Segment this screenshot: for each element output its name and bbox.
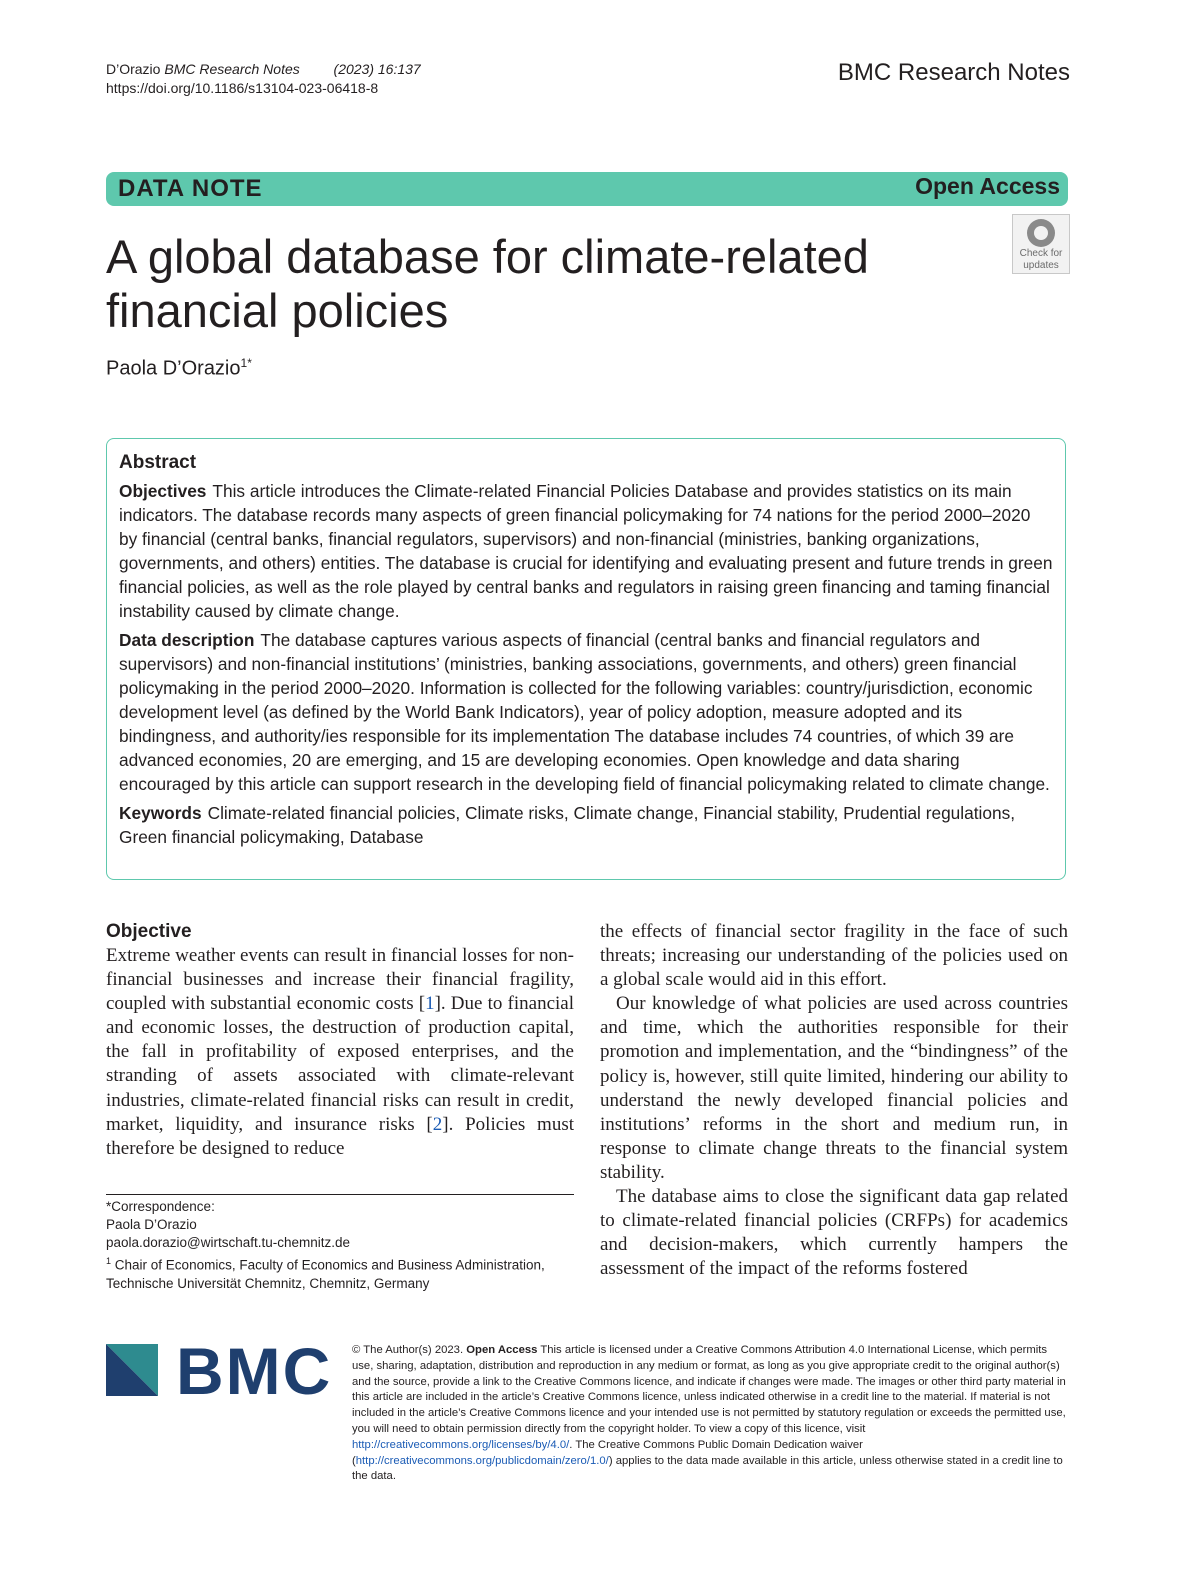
bmc-logo-text: BMC [176,1334,333,1408]
right-paragraph-2: Our knowledge of what policies are used across countries and time, which the authorities responsible for their promotion and implementation, and the “bindingness” of the policy is, however, still quite limited, hindering our ability to understand the newly developed financial policies and institutions’ reforms in the short and medium run, in response to climate change threats to the financial system stability. [600,993,1068,1183]
objective-paragraph [106,944,574,1161]
header-citation: (2023) 16:137 [333,61,421,77]
correspondence-email[interactable]: paola.dorazio@wirtschaft.tu-chemnitz.de [106,1235,351,1250]
objectives-text: This article introduces the Climate-related Financial Policies Database and provides statistics on its main indicators. The database records many aspects of green financial policymaking for 74 nations for the period 2000–2020 by financial (central banks, financial regulators, supervisors) and non-financial (ministries, banking organizations, governments, and others) entities. The database is crucial for identifying and evaluating present and future trends in green financial policies, as well as the role played by central banks and regulators in raising green financing and taming financial instability caused by climate change. [119,481,1053,621]
affiliation-line-2: Technische Universität Chemnitz, Chemnitz, Germany [106,1275,430,1291]
check-updates-line2: updates [1023,260,1059,271]
running-header [106,60,421,98]
header-doi-link[interactable]: https://doi.org/10.1186/s13104-023-06418-8 [106,80,379,96]
author-name: Paola D’Orazio [106,357,241,380]
abstract-heading: Abstract [119,452,197,473]
license-text-b: . The Creative Commons Public Domain Dedication waiver ( [352,1438,863,1467]
license-cc0-link[interactable]: http://creativecommons.org/publicdomain/zero/1.0/ [355,1454,609,1467]
abstract-objectives [119,479,1053,623]
check-updates-line1: Check for [1019,248,1063,259]
check-updates-icon [1027,219,1055,247]
article-type-label: DATA NOTE [118,175,263,202]
correspondence-name: Paola D’Orazio [106,1217,197,1232]
open-access-label: Open Access [915,173,1060,199]
license-text-c: ) applies to the data made available in this article, unless otherwise stated in a credit line to the data. [352,1454,1063,1483]
article-title [106,230,966,338]
body-right-column [600,920,1068,1281]
header-journal: BMC Research Notes [164,61,300,77]
license-statement [352,1343,1068,1485]
right-paragraph-1: the effects of financial sector fragility in the face of such threats; increasing our understanding of the policies used on a global scale would aid in this effort. [600,921,1068,991]
right-paragraph-3: The database aims to close the significant data gap related to climate-related financial policies (CRFPs) for academics and decision-makers, which currently hampers the assessment of the impact of the reforms fostered [600,1186,1068,1280]
affiliation-1 [106,1252,574,1275]
objective-text-part-1: Extreme weather events can result in financial losses for non-financial businesses and increase their financial fragility, coupled with substantial economic costs [ [106,945,574,1015]
journal-name: BMC Research Notes [837,59,1070,86]
affiliation-line-1: Chair of Economics, Faculty of Economics and Business Administration, [114,1257,545,1273]
abstract-box [106,438,1066,880]
title-line-2: financial policies [106,284,449,337]
correspondence-footnote [106,1198,574,1293]
citation-link-1[interactable]: 1 [425,993,435,1015]
license-cc-by-link[interactable]: http://creativecommons.org/licenses/by/4.0/ [352,1438,570,1451]
license-copyright: © The Author(s) 2023. [352,1344,464,1356]
correspondence-label: *Correspondence: [106,1199,215,1214]
objective-text-part-3: ]. Policies must therefore be designed to reduce [106,1113,574,1159]
objective-heading: Objective [106,921,192,942]
data-description-text: The database captures various aspects of financial (central banks and financial regulators and supervisors) and non-financial institutions’ (ministries, banking associations, governments, and others) green financial policymaking in the period 2000–2020. Information is collected for the following variables: country/jurisdiction, economic development level (as defined by the World Bank Indicators), year of policy adoption, measure adopted and its bindingness, and authority/ies responsible for its implementation The database includes 74 countries, of which 39 are advanced economies, 20 are emerging, and 15 are developing economies. Open knowledge and data sharing encouraged by this article can support research in the developing field of financial policymaking related to climate change. [119,630,1050,794]
data-description-label: Data description [119,630,255,650]
affiliation-number: 1 [106,1256,112,1266]
check-for-updates-button[interactable] [1012,214,1070,274]
objective-text-part-2: ]. Due to financial and economic losses, the destruction of production capital, the fall in profitability of exposed enterprises, and the stranding of assets associated with climate-relevant industries, climate-related financial risks can result in credit, market, liquidity, and insurance risks [ [106,993,574,1135]
footnote-divider [106,1194,574,1195]
license-open-access: Open Access [466,1344,538,1356]
header-author: D’Orazio [106,61,161,77]
license-text-a: This article is licensed under a Creative Commons Attribution 4.0 International License, which permits use, sharing, adaptation, distribution and reproduction in any medium or format, as long as you give appropriate credit to the original author(s) and the source, provide a link to the Creative Commons licence, and indicate if changes were made. The images or other third party material in this article are included in the article’s Creative Commons licence, unless indicated otherwise in a credit line to the material. If material is not included in the article’s Creative Commons licence and your intended use is not permitted by statutory regulation or exceeds the permitted use, you will need to obtain permission directly from the copyright holder. To view a copy of this licence, visit [352,1344,1066,1435]
objectives-label: Objectives [119,481,207,501]
abstract-data-description [119,628,1053,796]
citation-link-2[interactable]: 2 [432,1113,443,1135]
keywords-label: Keywords [119,803,202,823]
title-line-1: A global database for climate-related [106,230,869,283]
abstract-keywords [119,801,1053,849]
author-line [106,350,252,382]
author-affiliation-mark: 1* [240,356,252,370]
keywords-text: Climate-related financial policies, Climate risks, Climate change, Financial stability, Prudential regulations, Green financial policymaking, Database [119,803,1016,847]
article-type-banner [106,172,1068,206]
body-left-column [106,920,574,1161]
